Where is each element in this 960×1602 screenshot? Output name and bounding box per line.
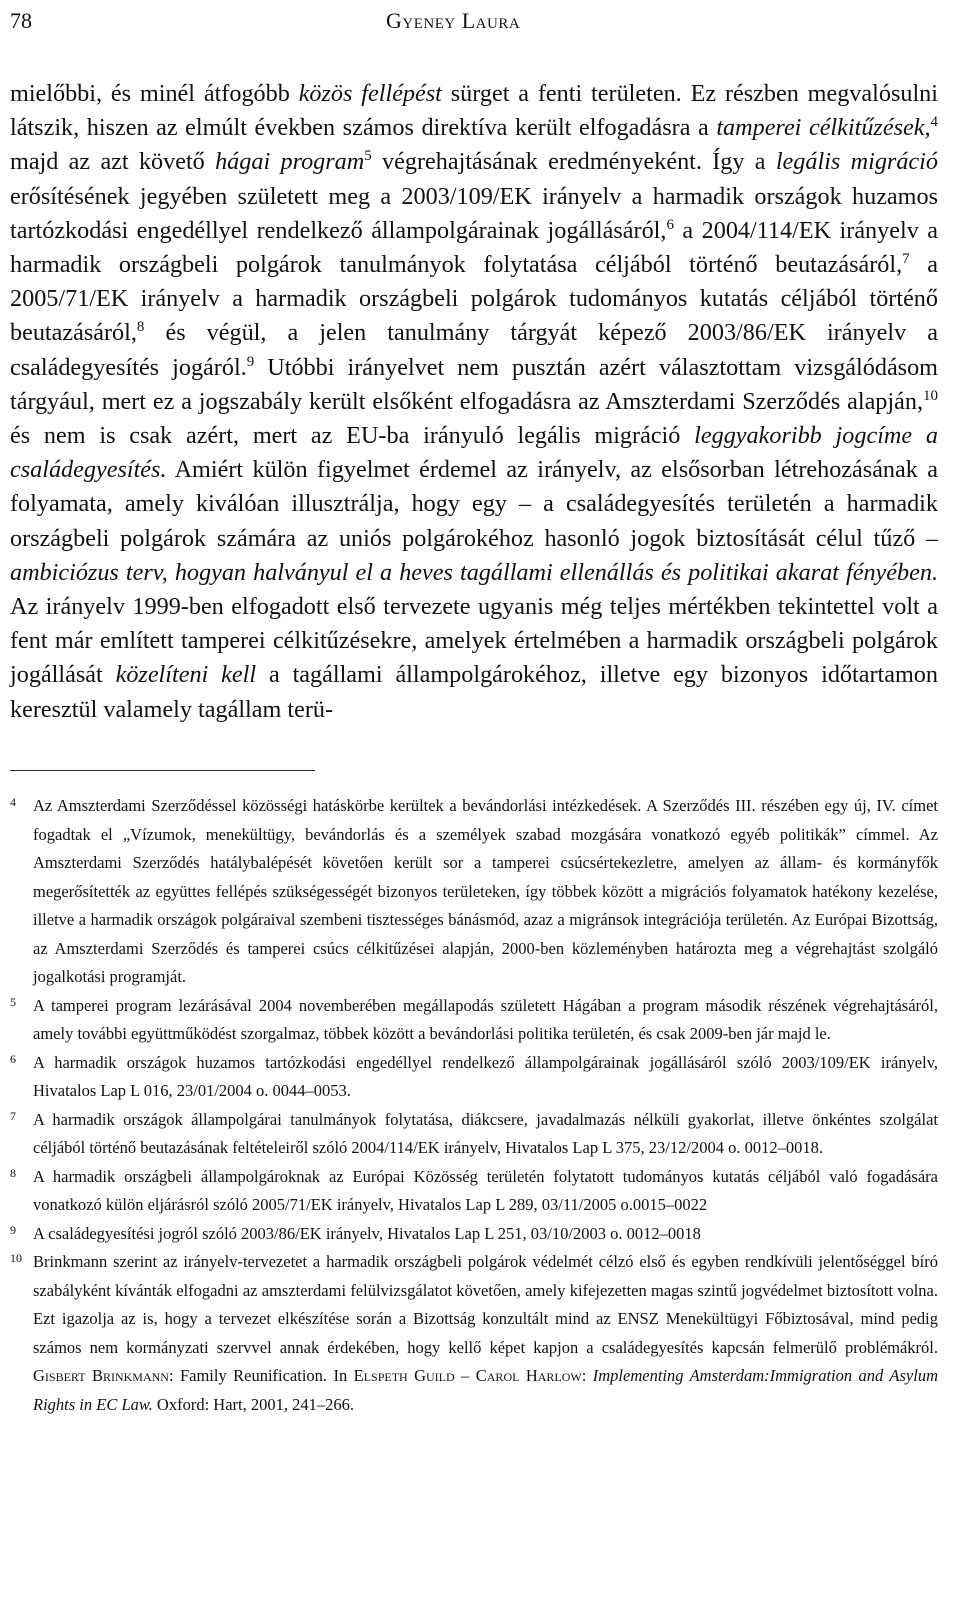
footnote-8: [10, 1163, 938, 1220]
footnote-ref: 4: [930, 114, 939, 131]
footnote-ref: 6: [666, 216, 674, 233]
italic-emphasis: közös fellépést: [298, 80, 442, 107]
footnote-ref: 5: [364, 148, 372, 165]
citation-author: Carol Harlow: [475, 1366, 582, 1385]
footnote-5: [10, 992, 938, 1049]
italic-emphasis: tamperei célkitűzések,: [716, 114, 931, 142]
footnote-text: A harmadik országok huzamos tartózkodási engedéllyel rendelkező állampolgárainak jogállásáról szóló 2003/109/EK irányelv, Hivatalos Lap L 016, 23/01/2004 o. 0044–0053.: [33, 1052, 938, 1100]
citation-text: :: [581, 1366, 593, 1385]
footnote-number: 5: [10, 994, 16, 1009]
footnote-9: [10, 1220, 938, 1249]
footnote-text: A harmadik országbeli állampolgároknak az Európai Közösség területén folytatott tudományos kutatás céljából való fogadására vonatkozó külön eljárásról szóló 2005/71/EK irányelv, Hivatalos Lap L 289, 03/11/2005 o.0015–0022: [33, 1166, 938, 1214]
body-text-run: a 2005/71/EK irányelv a harmadik országbeli polgárok tudományos kutatás céljából történő beutazásáról,: [10, 251, 938, 347]
footnote-number: 6: [10, 1051, 16, 1066]
footnote-number: 4: [10, 795, 16, 809]
body-text-run: a 2004/114/EK irányelv a harmadik országbeli polgárok tanulmányok folytatása céljából történő beutazásáról,: [10, 216, 938, 279]
body-text-run: Utóbbi irányelvet nem pusztán azért választottam vizsgálódásom tárgyául, mert ez a jogszabály került elsőként elfogadásra az Amszterdami Szerződés alapján,: [10, 353, 938, 415]
footnote-number: 10: [10, 1251, 22, 1265]
citation-author: Gisbert Brinkmann: [33, 1366, 169, 1385]
citation-text: : Family Reunification. In: [168, 1366, 354, 1385]
footnote-ref: 9: [246, 353, 255, 370]
body-text-run: és végül, a jelen tanulmány tárgyát képező 2003/86/EK irányelv a családegyesítés jogáról.: [10, 319, 938, 381]
body-text-run: a tagállami állampolgárokéhoz, illetve egy bizonyos időtartamon keresztül valamely tagállam terü-: [10, 661, 938, 723]
footnote-6: [10, 1049, 938, 1106]
footnote-text: A családegyesítési jogról szóló 2003/86/EK irányelv, Hivatalos Lap L 251, 03/10/2003 o. 0012–0018: [33, 1223, 701, 1243]
body-text-run: és nem is csak azért, mert az EU-ba irányuló legális migráció: [10, 422, 695, 450]
italic-emphasis: leggyakoribb jogcíme a családegyesítés.: [10, 422, 938, 484]
citation-author: Elspeth Guild: [353, 1366, 455, 1385]
page-header: [10, 8, 960, 38]
footnote-ref: 10: [923, 387, 938, 404]
body-text-run: Amiért külön figyelmet érdemel az irányelv, az elsősorban létrehozásának a folyamata, amely kiválóan illusztrálja, hogy egy – a családegyesítés területén a harmadik országbeli polgárok számára az uniós polgárokéhoz hasonló jogok biztosítását célul tűző: [10, 456, 938, 552]
citation-book-title: Implementing Amsterdam:Immigration and Asylum Rights in EC Law.: [33, 1366, 938, 1414]
body-text-run: Az irányelv 1999-ben elfogadott első tervezete ugyanis még teljes mértékben tekintettel volt a fent már említett tamperei célkitűzésekre, amelyek értelmében a harmadik országbeli polgárok jogállását: [10, 593, 938, 689]
body-text: [10, 77, 938, 727]
page-number: 78: [10, 8, 32, 33]
italic-emphasis: közelíteni kell: [115, 661, 257, 689]
footnote-ref: 7: [902, 250, 910, 267]
footnote-text: A tamperei program lezárásával 2004 novemberében megállapodás született Hágában a program második részének végrehajtásáról, amely további együttműködést szorgalmaz, többek között a bevándorlási politika területén, és csak 2009-ben jár majd le.: [33, 995, 938, 1043]
footnote-text: A harmadik országok állampolgárai tanulmányok folytatása, diákcsere, javadalmazás nélküli gyakorlat, illetve önkéntes szolgálat céljából történő beutazásának feltételeiről szóló 2004/114/EK irányelv, Hivatalos Lap L 375, 23/12/2004 o. 0012–0018.: [33, 1109, 938, 1157]
footnote-number: 9: [10, 1222, 16, 1237]
italic-emphasis: legális migráció: [775, 148, 938, 176]
citation-text: –: [454, 1366, 476, 1385]
footnote-7: [10, 1106, 938, 1163]
body-text-run: sürget a fenti területen. Ez részben megvalósulni látszik, hiszen az elmúlt években számos direktíva került elfogadásra a: [10, 80, 938, 142]
footnote-text: Az Amszterdami Szerződéssel közösségi hatáskörbe kerültek a bevándorlási intézkedések. A Szerződés III. részében egy új, IV. címet fogadtak el „Vízumok, menekültügy, bevándorlás és a személyek szabad mozgására vonatkozó egyéb politikák” címmel. Az Amszterdami Szerződés hatálybalépését követően került sor a tamperei csúcsértekezletre, amelyen az állam- és kormányfők megerősítették az együttes fellépés szükségességét bizonyos területeken, így többek között a migrációs folyamatok hatékony kezelése, illetve a harmadik országok polgáraival szembeni tisztességes bánásmód, azaz a migránsok integrációja területén. Az Európai Bizottság, az Amszterdami Szerződés és tamperei csúcs célkitűzései alapján, 2000-ben közleményben határozta meg a végrehajtást szolgáló jogalkotási programját.: [33, 796, 938, 986]
footnote-ref: 8: [136, 319, 145, 336]
italic-emphasis: – ambiciózus terv, hogyan halványul el a heves tagállami ellenállás és politikai akarat fényében.: [10, 524, 938, 586]
body-paragraph: [10, 77, 938, 727]
footnote-number: 8: [10, 1165, 16, 1180]
body-text-run: végrehajtásának eredményeként. Így a: [371, 148, 776, 176]
body-text-run: mielőbbi, és minél átfogóbb: [10, 80, 299, 107]
footnotes: [10, 792, 938, 1419]
running-head-author: Gyeney Laura: [386, 8, 521, 33]
footnote-text: Brinkmann szerint az irányelv-tervezetet a harmadik országbeli polgárok védelmét célzó első és egyben rendkívüli jelentőséggel bíró szabályként kívánták elfogadni az amszterdami felülvizsgálatot követően, amely kifejezetten magas szintű jogvédelmet biztosított volna. Ezt igazolja az is, hogy a tervezet elkészítése során a Bizottság konzultált mind az ENSZ Menekültügyi Főbiztosával, mind pedig számos nem kormányzati szervvel annak érdekében, hogy kellő képet kapjon a családegyesítés kapcsán felmerülő problémákról.: [33, 1252, 938, 1357]
footnote-separator: [10, 770, 315, 771]
body-text-run: majd az azt követő: [10, 148, 216, 176]
footnote-4: [10, 792, 938, 992]
footnote-10: [10, 1248, 938, 1419]
italic-emphasis: hágai program: [215, 148, 365, 176]
citation-text: Oxford: Hart, 2001, 241–266.: [152, 1394, 354, 1414]
body-text-run: erősítésének jegyében született meg a 2003/109/EK irányelv a harmadik országok huzamos tartózkodási engedéllyel rendelkező állampolgárainak jogállásáról,: [10, 182, 938, 244]
footnote-number: 7: [10, 1108, 16, 1123]
